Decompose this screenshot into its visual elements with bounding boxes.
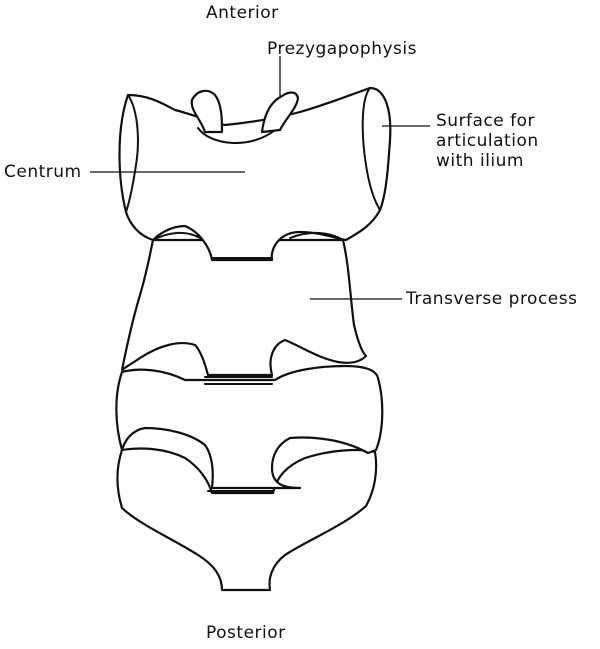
label-transverse-process: Transverse process bbox=[406, 289, 578, 309]
sacrum-bone bbox=[116, 88, 390, 590]
label-ilium-line3: with ilium bbox=[436, 151, 524, 171]
label-ilium-line2: articulation bbox=[436, 131, 539, 151]
label-ilium-line1: Surface for bbox=[436, 111, 536, 131]
label-prezygapophysis: Prezygapophysis bbox=[267, 39, 417, 59]
label-centrum: Centrum bbox=[4, 162, 82, 182]
label-posterior: Posterior bbox=[206, 623, 286, 643]
anterior-vertebra bbox=[120, 88, 391, 260]
label-anterior: Anterior bbox=[206, 3, 279, 23]
